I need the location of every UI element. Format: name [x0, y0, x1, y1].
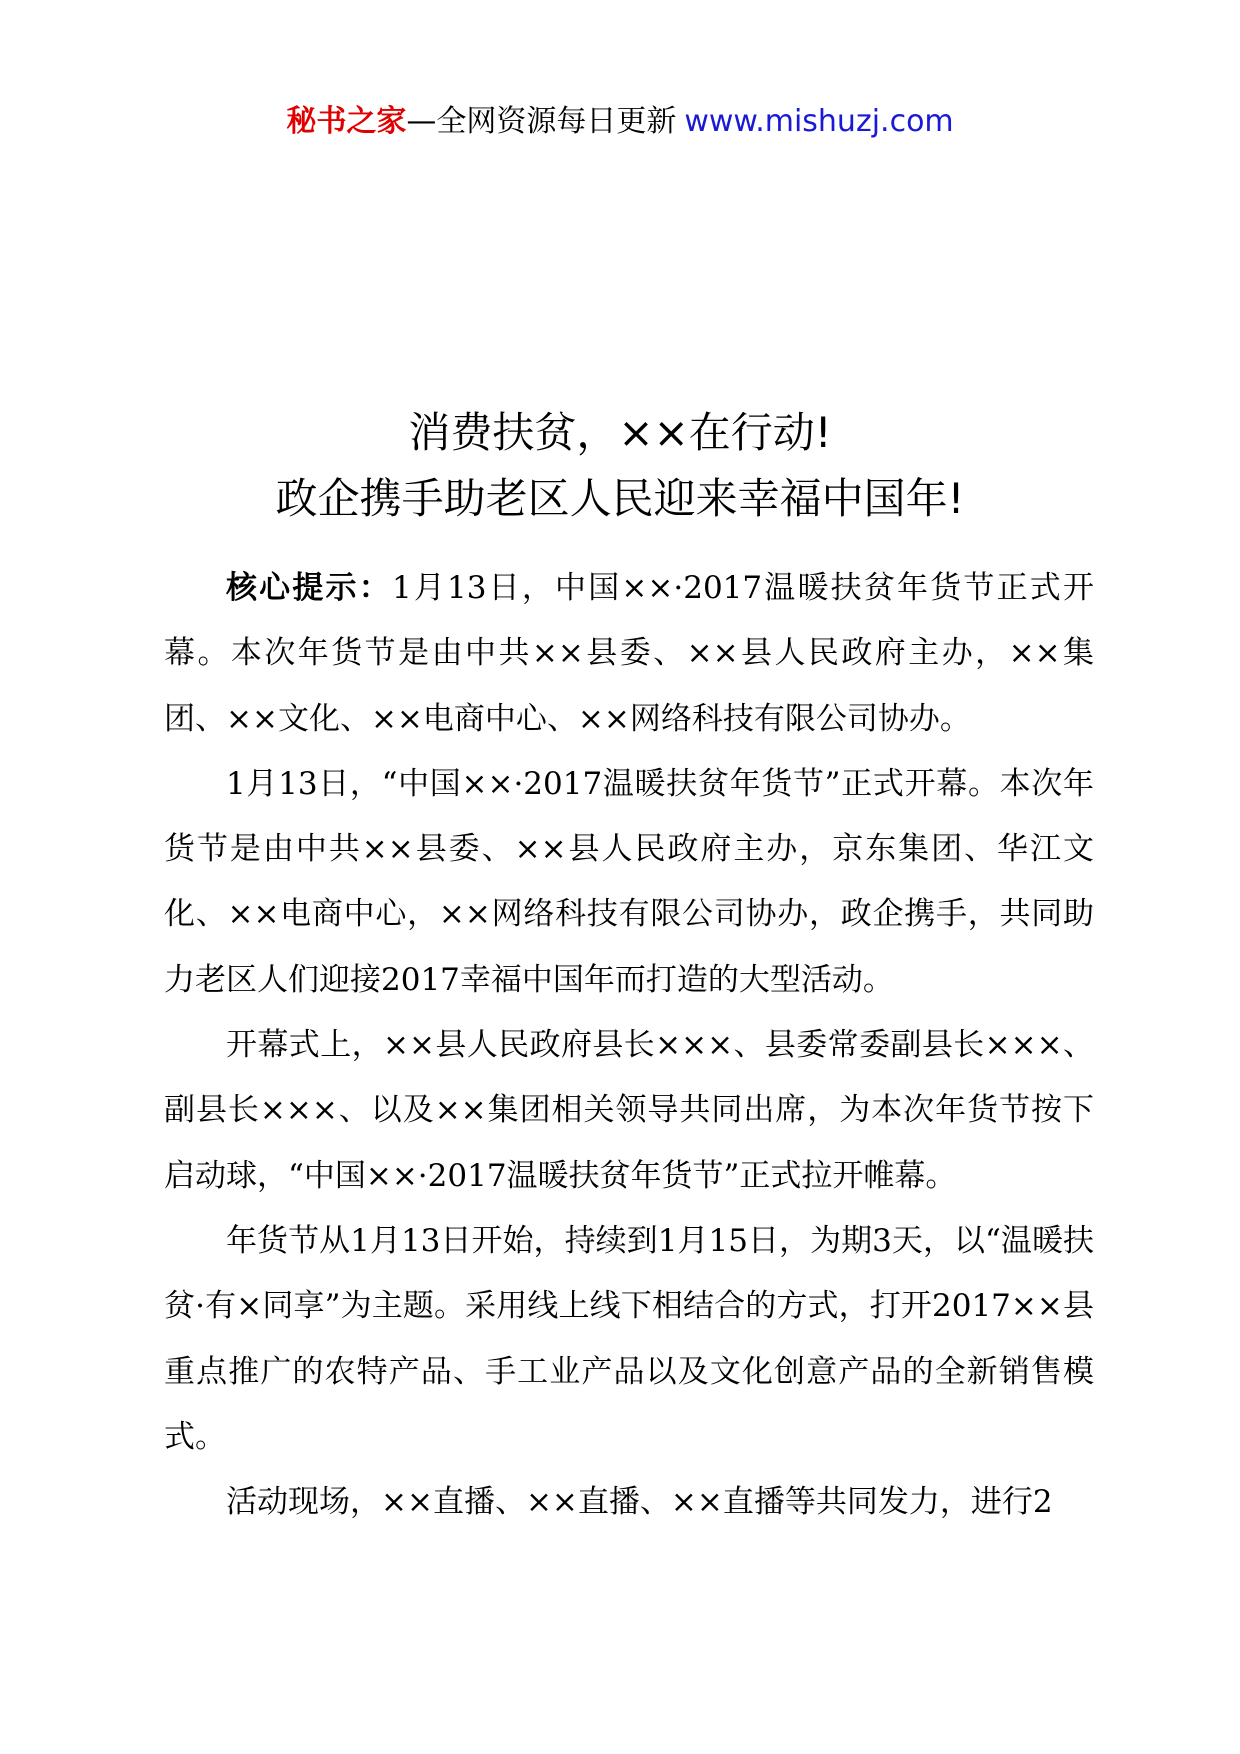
document-title: [0, 400, 1240, 532]
title-line-2: 政企携手助老区人民迎来幸福中国年!: [275, 474, 965, 523]
site-link[interactable]: www.mishuzj.com: [684, 104, 954, 139]
body-paragraph-1: 1月13日，“中国××·2017温暖扶贫年货节”正式开幕。本次年货节是由中共××县委、××县人民政府主办，京东集团、华江文化、××电商中心，××网络科技有限公司协办，政企携手，共同助力老区人们迎接2017幸福中国年而打造的大型活动。: [164, 765, 1094, 998]
page-header: [0, 100, 1240, 144]
brand-name: 秘书之家: [286, 104, 407, 139]
article-body: [164, 556, 1094, 1535]
body-paragraph-2: 开幕式上，××县人民政府县长×××、县委常委副县长×××、副县长×××、以及××集团相关领导共同出席，为本次年货节按下启动球，“中国××·2017温暖扶贫年货节”正式拉开帷幕。: [164, 1027, 1094, 1194]
title-line-1: 消费扶贫，××在行动!: [408, 408, 832, 457]
summary-label: 核心提示：: [226, 570, 392, 606]
header-tagline: —全网资源每日更新: [406, 104, 677, 139]
summary-paragraph: [164, 556, 1094, 752]
summary-text: 1月13日，中国××·2017温暖扶贫年货节正式开幕。本次年货节是由中共××县委、××县人民政府主办，××集团、××文化、××电商中心、××网络科技有限公司协办。: [164, 570, 1094, 737]
body-paragraph-3: 年货节从1月13日开始，持续到1月15日，为期3天，以“温暖扶贫·有×同享”为主题。采用线上线下相结合的方式，打开2017××县重点推广的农特产品、手工业产品以及文化创意产品的全新销售模式。: [164, 1222, 1094, 1455]
body-paragraph-4: 活动现场，××直播、××直播、××直播等共同发力，进行2: [226, 1484, 1053, 1521]
